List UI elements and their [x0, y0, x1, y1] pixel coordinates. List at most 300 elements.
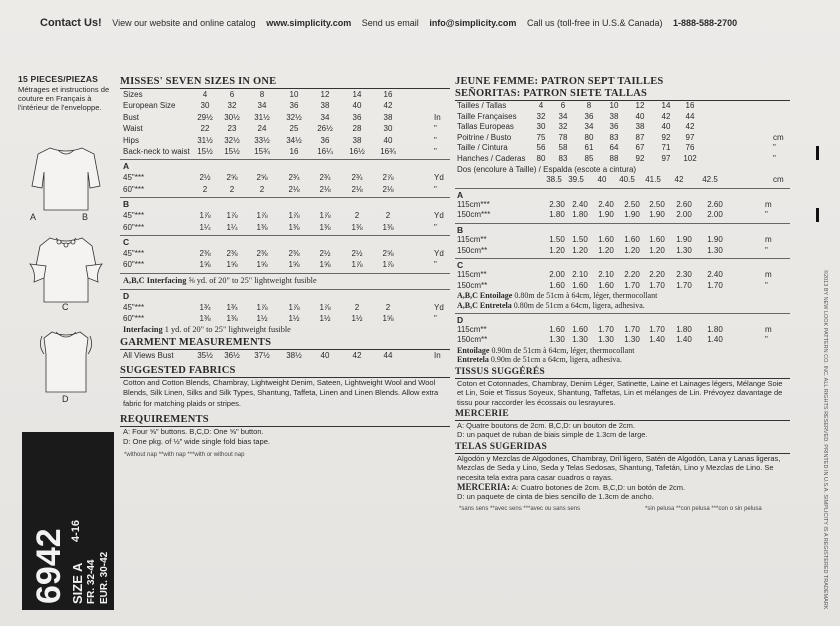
size-value: 38	[352, 135, 362, 145]
size-value: 2¾	[351, 173, 363, 183]
yardage-view-d	[120, 291, 450, 325]
row-label: Tallas Europeas	[457, 122, 514, 132]
unit-label: "	[765, 280, 768, 290]
requirements-d: D: One pkg. of ½" wide single fold bias tape.	[123, 437, 270, 447]
size-value: 1.40	[649, 335, 665, 345]
row-label: 45"***	[123, 248, 145, 258]
size-value: 1.20	[624, 245, 640, 255]
size-value: 1⅜	[256, 222, 268, 232]
unit-label: "	[434, 314, 437, 324]
size-value: 1.60	[549, 280, 565, 290]
row-label: 115cm**	[457, 234, 487, 244]
mesure-row	[455, 133, 790, 144]
row-label: 60"***	[123, 184, 145, 194]
row-label: 150cm**	[457, 280, 488, 290]
size-value: 40	[352, 101, 362, 111]
size-value: 36	[352, 112, 362, 122]
size-value: 16½	[349, 146, 365, 156]
size-value: 1.70	[598, 324, 614, 334]
pieces-count: 15 PIECES/PIEZAS	[18, 74, 99, 84]
size-value: 1¼	[226, 222, 238, 232]
size-value: 2.10	[572, 270, 588, 280]
jeune-title: JEUNE FEMME: PATRON SEPT TAILLES	[455, 76, 664, 87]
size-range: 4-16	[70, 519, 82, 542]
size-value: 92	[661, 132, 671, 142]
misses-footnote: *without nap **with nap ***with or without nap	[124, 451, 245, 458]
size-value: 76	[685, 143, 695, 153]
size-value: 2¾	[288, 173, 300, 183]
size-value: 1.30	[676, 245, 692, 255]
unit-label: "	[434, 222, 437, 232]
size-value: 12	[635, 101, 645, 110]
size-value: 1¾	[226, 302, 238, 312]
view-heading: B	[123, 199, 130, 210]
requirements-title: REQUIREMENTS	[120, 414, 450, 427]
unit-label: In	[434, 351, 441, 361]
size-value: 83	[609, 132, 619, 142]
size-value: 64	[609, 143, 619, 153]
size-value: 36	[609, 122, 619, 132]
size-value: 1⅝	[256, 260, 268, 270]
contact-text-catalog: View our website and online catalog	[112, 18, 256, 28]
size-value: 1.60	[598, 234, 614, 244]
size-value: 1.30	[549, 335, 565, 345]
garment-measurements	[120, 350, 450, 361]
size-value: 30½	[224, 112, 240, 122]
size-value: 1⅜	[288, 222, 300, 232]
contact-text-email: Send us email	[361, 18, 419, 28]
metrage-row	[455, 210, 790, 221]
size-value: 2½	[319, 248, 331, 258]
entoilage-abc: A,B,C Entoilage 0.80m de 51cm à 64cm, léger, thermocollant	[457, 291, 658, 301]
yardage-row	[120, 184, 450, 195]
size-label: SIZE A	[70, 562, 85, 604]
size-value: 2	[354, 302, 360, 312]
size-value: 2⅝	[226, 173, 238, 183]
row-label: 45"***	[123, 302, 145, 312]
size-value: 1.80	[676, 324, 692, 334]
view-heading: C	[457, 260, 464, 271]
row-label: All Views Bust	[123, 351, 174, 361]
unit-label: Yd	[434, 211, 444, 221]
size-value: 1⅜	[199, 314, 211, 324]
size-value: 1.20	[549, 245, 565, 255]
size-value: 2.60	[676, 199, 692, 209]
size-value: 58	[558, 143, 568, 153]
size-value: 2.20	[649, 270, 665, 280]
row-label: 115cm**	[457, 324, 487, 334]
unit-label: Yd	[434, 173, 444, 183]
size-value: 1⅞	[382, 260, 394, 270]
size-value: 2¾	[319, 173, 331, 183]
size-value: 2½	[199, 173, 211, 183]
mesure-row	[455, 154, 790, 165]
size-value: 1.30	[598, 335, 614, 345]
tissus-title: TISSUS SUGGÉRÉS	[455, 366, 790, 379]
size-value: 1⅝	[288, 260, 300, 270]
metrage-views	[455, 190, 790, 292]
row-label: 150cm***	[457, 210, 491, 220]
row-label: 45"***	[123, 173, 145, 183]
sidebar	[18, 74, 114, 112]
row-label: European Size	[123, 101, 176, 111]
dos-values-row	[455, 175, 790, 186]
size-value: 38	[383, 112, 393, 122]
size-value: 36	[320, 135, 330, 145]
size-value: 42.5	[702, 175, 718, 185]
size-value: 34	[257, 101, 267, 111]
mercerie-a: A: Quatre boutons de 2cm. B,C,D: un bouton de 2cm.	[457, 420, 636, 430]
misses-section	[120, 76, 450, 458]
size-value: 8	[586, 101, 592, 110]
mesure-row	[455, 122, 790, 133]
size-value: 1⅝	[319, 260, 331, 270]
size-value: 1.70	[676, 280, 692, 290]
view-heading: C	[123, 236, 130, 247]
size-value: 2⅜	[288, 248, 300, 258]
size-value: 1.80	[549, 210, 565, 220]
measurement-row	[120, 146, 450, 157]
contact-label: Contact Us!	[40, 17, 102, 29]
row-label: 150cm**	[457, 245, 488, 255]
size-value: 83	[558, 153, 568, 163]
size-value: 34	[558, 111, 568, 121]
unit-label: m	[765, 270, 772, 280]
size-value: 14	[352, 90, 362, 99]
row-label: Sizes	[123, 90, 143, 99]
row-label: Taille Françaises	[457, 111, 517, 121]
view-heading: A	[457, 189, 464, 200]
size-value: 30	[383, 124, 393, 134]
size-value: 1.50	[572, 234, 588, 244]
suggested-fabrics-text: Cotton and Cotton Blends, Chambray, Lightweight Denim, Sateen, Lightweight Wool and Wool Blends, Silk Linen, Silks and Silk Types, Shantung, Taffeta, Linen and Linen Blends. Allow extra fabric for matching plaids or stripes.	[123, 377, 439, 409]
unit-label: "	[434, 184, 437, 194]
size-value: 39.5	[568, 175, 584, 185]
size-value: 36½	[224, 351, 240, 361]
size-value: 2.50	[624, 199, 640, 209]
size-value: 2.40	[572, 199, 588, 209]
row-label: 60"***	[123, 260, 145, 270]
size-value: 42	[383, 101, 393, 111]
measurement-row	[120, 89, 450, 100]
size-value: 32	[536, 111, 546, 121]
size-value: 2.10	[598, 270, 614, 280]
contact-line	[40, 17, 737, 29]
unit-label: "	[773, 143, 776, 153]
size-value: 2	[229, 184, 235, 194]
size-value: 16¼	[317, 146, 333, 156]
suggested-fabrics-title: SUGGESTED FABRICS	[120, 365, 450, 378]
size-value: 1.20	[598, 245, 614, 255]
body-measurements	[120, 89, 450, 157]
size-value: 1.70	[624, 280, 640, 290]
contact-text-phone: Call us (toll-free in U.S.& Canada)	[526, 18, 663, 28]
row-label: Back-neck to waist	[123, 146, 190, 156]
yardage-views	[120, 159, 450, 270]
size-value: 1⅞	[256, 302, 268, 312]
size-value: 42	[661, 111, 671, 121]
size-value: 12	[320, 90, 330, 99]
size-value: 1¾	[199, 302, 211, 312]
requirements-a: A: Four ⅝" buttons. B,C,D: One ⅝" button.	[123, 426, 264, 436]
size-value: 38½	[286, 351, 302, 361]
unit-label: "	[434, 146, 437, 156]
size-value: 31½	[254, 112, 270, 122]
size-value: 2⅞	[382, 173, 394, 183]
size-value: 34	[584, 122, 594, 132]
view-heading: B	[457, 224, 464, 235]
entretela-d: Entretela 0.90m de 51cm a 64cm, ligera, adhesiva.	[457, 355, 622, 365]
size-value: 2	[202, 184, 208, 194]
merceria-d: D: un paquete de cinta de bies sencillo de 1.3cm de ancho.	[457, 492, 654, 502]
unit-label: "	[765, 210, 768, 220]
size-value: 10	[289, 90, 299, 99]
row-label: 150cm**	[457, 335, 488, 345]
size-value: 1.70	[649, 324, 665, 334]
pattern-number: 6942	[30, 528, 68, 604]
size-value: 16	[289, 146, 299, 156]
view-heading: D	[123, 290, 130, 301]
size-value: 24	[257, 124, 267, 134]
size-value: 102	[683, 153, 697, 163]
size-value: 10	[609, 101, 619, 110]
size-value: 1⅜	[226, 314, 238, 324]
size-value: 2⅝	[382, 248, 394, 258]
size-value: 1.20	[649, 245, 665, 255]
size-panel	[22, 432, 114, 610]
size-value: 33½	[254, 135, 270, 145]
size-value: 1.60	[572, 280, 588, 290]
mercerie-d: D: un paquet de ruban de biais simple de 1.3cm de large.	[457, 430, 648, 440]
website-link[interactable]: www.simplicity.com	[266, 18, 352, 28]
right-edge	[804, 60, 834, 610]
size-value: 1⅜	[382, 222, 394, 232]
size-value: 1.90	[649, 210, 665, 220]
size-value: 6	[560, 101, 566, 110]
size-value: 2.20	[624, 270, 640, 280]
unit-label: "	[434, 124, 437, 134]
size-value: 2⅛	[288, 184, 300, 194]
size-value: 16¾	[380, 146, 396, 156]
row-label: Waist	[123, 124, 143, 134]
size-value: 1.90	[598, 210, 614, 220]
size-value: 1⅞	[226, 211, 238, 221]
unit-label: m	[765, 234, 772, 244]
size-value: 15¾	[254, 146, 270, 156]
size-value: 1⅝	[382, 314, 394, 324]
telas-text: Algodón y Mezclas de Algodones, Chambray, Dril ligero, Satén de Algodón, Lana y Lanas ligeras, Mezclas de Seda y Lino, Seda y Telas Sedosas, Shantung, Tafetán, Lino y Mezclas de Lino. Se necesita tela extra para casar cuadros o rayas.	[457, 453, 781, 483]
size-value: 42	[674, 175, 684, 185]
size-value: 30	[536, 122, 546, 132]
unit-label: "	[434, 135, 437, 145]
size-value: 1.60	[572, 324, 588, 334]
metrage-row	[455, 235, 790, 246]
size-value: 1.80	[572, 210, 588, 220]
size-value: 75	[536, 132, 546, 142]
size-value: 61	[584, 143, 594, 153]
size-value: 1⅞	[319, 302, 331, 312]
yardage-row	[120, 259, 450, 270]
size-value: 1⅞	[288, 302, 300, 312]
phone-number: 1-888-588-2700	[673, 18, 738, 28]
yardage-row	[120, 302, 450, 313]
garment-sketches-icon	[26, 142, 106, 412]
metrage-row	[455, 200, 790, 211]
size-value: 4	[538, 101, 544, 110]
footnote-fr: *sans sens **avec sens ***avec ou sans sens	[459, 505, 581, 512]
yardage-row	[120, 248, 450, 259]
size-value: 25	[289, 124, 299, 134]
telas-title: TELAS SUGERIDAS	[455, 441, 790, 454]
size-value: 1⅜	[319, 222, 331, 232]
size-value: 29½	[197, 112, 213, 122]
garment-row	[120, 350, 450, 361]
size-value: 1.40	[707, 335, 723, 345]
metrage-row	[455, 281, 790, 292]
unit-label: "	[765, 245, 768, 255]
row-label: Bust	[123, 112, 140, 122]
size-value: 1.70	[624, 324, 640, 334]
entretela-abc: A,B,C Entretela 0.80m de 51cm a 64cm, ligera, adhesiva.	[457, 300, 645, 310]
measurement-row	[120, 100, 450, 111]
size-value: 41.5	[645, 175, 661, 185]
size-value: 32	[227, 101, 237, 111]
size-value: 30	[200, 101, 210, 111]
size-value: 15½	[197, 146, 213, 156]
size-value: 37½	[254, 351, 270, 361]
view-label-b: B	[82, 212, 89, 222]
unit-label: In	[434, 112, 441, 122]
view-heading: D	[457, 314, 464, 325]
garment-measurements-title: GARMENT MEASUREMENTS	[120, 337, 450, 350]
size-value: 80	[536, 153, 546, 163]
size-value: 1.30	[624, 335, 640, 345]
mercerie-title: MERCERIE	[455, 408, 790, 421]
row-label: 45"***	[123, 211, 145, 221]
row-label: Taille / Cintura	[457, 143, 508, 153]
size-value: 2.60	[707, 199, 723, 209]
size-value: 80	[584, 132, 594, 142]
size-value: 1.60	[624, 234, 640, 244]
size-value: 1.30	[572, 335, 588, 345]
size-value: 2.50	[649, 199, 665, 209]
mesure-row	[455, 101, 790, 112]
footnote-es: *sin pelusa **con pelusa ***con o sin pelusa	[645, 505, 762, 512]
size-value: 2⅛	[319, 184, 331, 194]
size-value: 2½	[351, 248, 363, 258]
size-value: 1.40	[676, 335, 692, 345]
size-value: 1⅜	[351, 222, 363, 232]
size-value: 22	[200, 124, 210, 134]
measurement-row	[120, 135, 450, 146]
metrage-row	[455, 325, 790, 336]
size-value: 40	[597, 175, 607, 185]
row-label: 60"***	[123, 314, 145, 324]
entoilage-d: Entoilage 0.90m de 51cm à 64cm, léger, thermocollant	[457, 345, 635, 355]
size-value: 2.40	[707, 270, 723, 280]
size-value: 2	[259, 184, 265, 194]
size-value: 1⅞	[351, 260, 363, 270]
size-value: 97	[685, 132, 695, 142]
unit-label: "	[765, 335, 768, 345]
yardage-row	[120, 222, 450, 233]
technical-drawings	[26, 142, 106, 412]
size-value: 2.00	[676, 210, 692, 220]
unit-label: Yd	[434, 248, 444, 258]
size-value: 38	[320, 101, 330, 111]
mesure-row	[455, 143, 790, 154]
size-value: 1.60	[549, 324, 565, 334]
size-value: 6	[229, 90, 235, 99]
size-value: 44	[685, 111, 695, 121]
view-label-c: C	[62, 302, 69, 312]
interfacing-d: Interfacing 1 yd. of 20" to 25" lightweight fusible	[123, 325, 291, 335]
size-value: 32½	[224, 135, 240, 145]
edge-mark	[816, 208, 819, 222]
measurement-row	[120, 123, 450, 134]
view-heading: A	[123, 161, 130, 172]
size-value: 2	[385, 302, 391, 312]
size-value: 42	[352, 351, 362, 361]
yardage-row	[120, 172, 450, 183]
size-value: 78	[558, 132, 568, 142]
size-value: 26½	[317, 124, 333, 134]
size-value: 85	[584, 153, 594, 163]
size-value: 44	[383, 351, 393, 361]
row-label: 115cm***	[457, 199, 490, 209]
metrage-row	[455, 270, 790, 281]
edge-mark	[816, 146, 819, 160]
size-value: 34½	[286, 135, 302, 145]
french-sizes: FR. 32-44	[86, 559, 97, 604]
size-value: 2⅜	[199, 248, 211, 258]
size-value: 1½	[256, 314, 268, 324]
email-link[interactable]: info@simplicity.com	[429, 18, 517, 28]
size-value: 2	[354, 211, 360, 221]
size-value: 1.90	[707, 234, 723, 244]
metrage-view-d	[455, 315, 790, 346]
size-value: 2.00	[707, 210, 723, 220]
senoritas-title: SEÑORITAS: PATRON SIETE TALLAS	[455, 88, 790, 101]
unit-label: cm	[773, 132, 784, 142]
size-value: 2	[385, 211, 391, 221]
size-value: 32	[558, 122, 568, 132]
copyright-text: ©2013 BY NEW LOOK PATTERN CO. INC. ALL RIGHTS RESERVED. PRINTED IN U.S.A. SIMPLICITY IS A REGISTERED TRADEMARK	[822, 270, 828, 610]
size-value: 1⅞	[256, 211, 268, 221]
size-value: 28	[352, 124, 362, 134]
size-value: 38	[609, 111, 619, 121]
size-value: 2⅜	[226, 248, 238, 258]
tissus-text: Coton et Cotonnades, Chambray, Denim Léger, Satinette, Laine et Lainages légers, Mélange Soie et Lin, Soie et Tissus Soyeux, Shantung, Taffetas, Lin et mélanges de Lin. Prévoyez davantage de tissu pour raccorder les écossais ou lesrayures.	[457, 378, 783, 408]
size-value: 87	[635, 132, 645, 142]
french-note: Métrages et instructions de couture en Français à l'intérieur de l'enveloppe.	[18, 85, 110, 112]
measurement-row	[120, 112, 450, 123]
jeune-footnotes	[455, 506, 790, 516]
size-value: 1⅞	[319, 211, 331, 221]
size-value: 1.90	[676, 234, 692, 244]
size-value: 71	[661, 143, 671, 153]
size-value: 2.30	[549, 199, 565, 209]
size-value: 1.60	[598, 280, 614, 290]
size-value: 36	[289, 101, 299, 111]
size-value: 1½	[351, 314, 363, 324]
size-value: 31½	[197, 135, 213, 145]
metrage-row	[455, 335, 790, 346]
size-value: 40	[320, 351, 330, 361]
size-value: 32½	[286, 112, 302, 122]
mesure-row	[455, 112, 790, 123]
size-value: 1.50	[549, 234, 565, 244]
